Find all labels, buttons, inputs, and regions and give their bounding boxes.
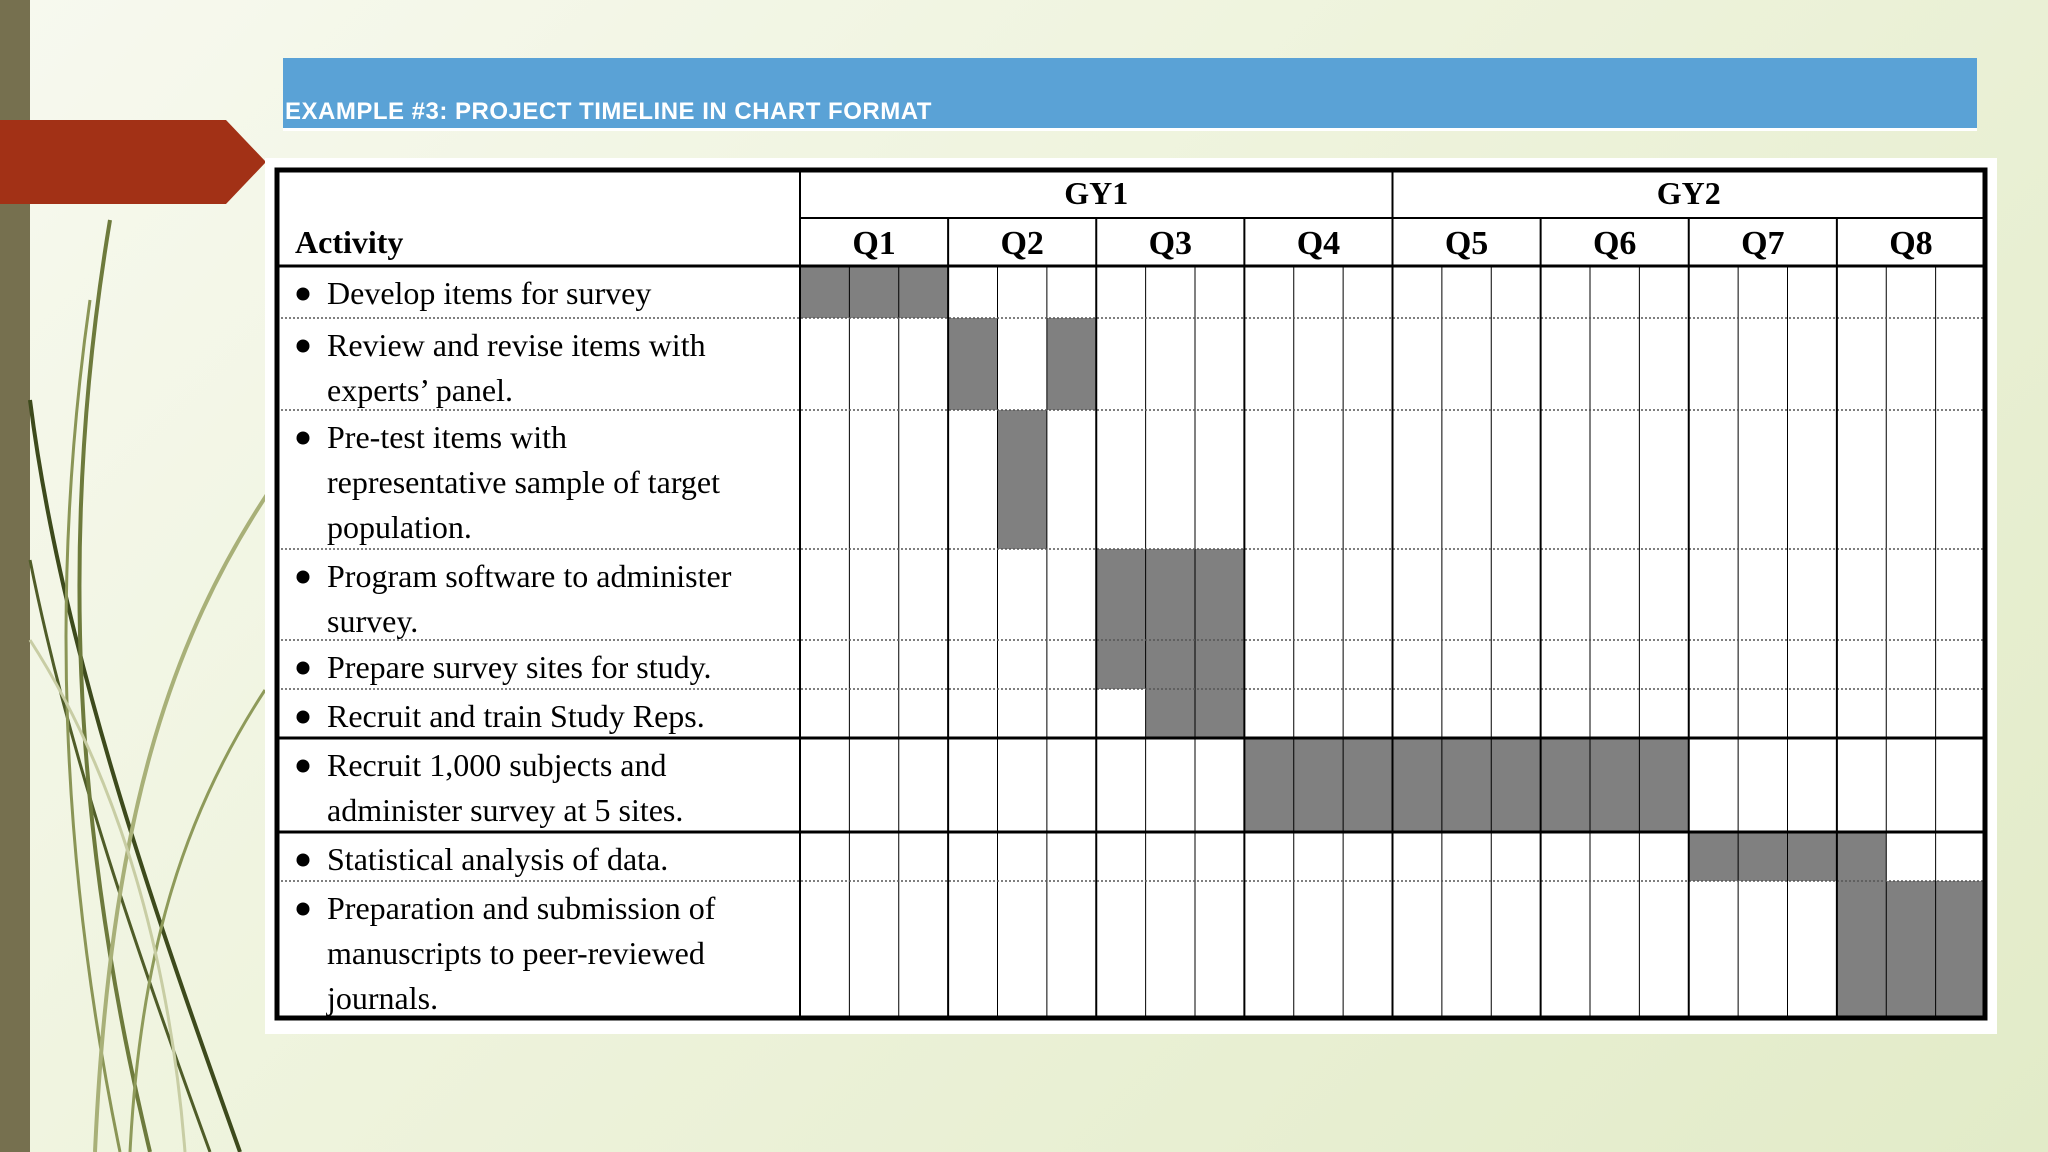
- filled-cell: [1393, 738, 1442, 832]
- activity-label: Pre-test items with: [327, 419, 567, 455]
- activity-label: Develop items for survey: [327, 275, 652, 311]
- filled-cell: [1738, 832, 1787, 881]
- filled-cell: [998, 410, 1047, 549]
- activity-label: Review and revise items with: [327, 327, 706, 363]
- activity-label: manuscripts to peer-reviewed: [327, 935, 705, 971]
- activity-label: journals.: [327, 980, 439, 1016]
- activity-label: experts’ panel.: [327, 372, 513, 408]
- filled-cell: [1096, 549, 1145, 640]
- activity-header: Activity: [295, 224, 404, 260]
- filled-cell: [1195, 640, 1244, 689]
- filled-cell: [1541, 738, 1590, 832]
- filled-cell: [948, 318, 997, 410]
- activity-label: Program software to administer: [327, 558, 732, 594]
- bullet: [297, 662, 310, 675]
- filled-cell: [1886, 881, 1935, 1018]
- filled-cell: [1047, 318, 1096, 410]
- filled-cell: [1837, 881, 1886, 1018]
- bullet: [297, 760, 310, 773]
- quarter-header: Q7: [1741, 225, 1785, 262]
- filled-cell: [1936, 881, 1985, 1018]
- activity-label: population.: [327, 509, 472, 545]
- filled-cell: [1294, 738, 1343, 832]
- slide-title: EXAMPLE #3: PROJECT TIMELINE IN CHART FORMAT: [285, 98, 932, 125]
- filled-cell: [1096, 640, 1145, 689]
- quarter-header: Q2: [1000, 225, 1044, 262]
- activity-label: survey.: [327, 603, 419, 639]
- activity-label: Prepare survey sites for study.: [327, 649, 712, 685]
- filled-cell: [1590, 738, 1639, 832]
- bullet: [297, 571, 310, 584]
- filled-cell: [1788, 832, 1837, 881]
- filled-cell: [1146, 549, 1195, 640]
- quarter-header: Q6: [1592, 225, 1637, 262]
- filled-cell: [1343, 738, 1392, 832]
- filled-cell: [1244, 738, 1293, 832]
- quarter-header: Q5: [1444, 225, 1489, 262]
- year-header: GY1: [1064, 175, 1129, 211]
- filled-cell: [1491, 738, 1540, 832]
- filled-cell: [1442, 738, 1491, 832]
- year-header: GY2: [1656, 175, 1721, 211]
- activity-label: Preparation and submission of: [327, 890, 716, 926]
- title-band: [283, 58, 1977, 131]
- filled-cell: [1146, 640, 1195, 689]
- timeline-chart-panel: [265, 158, 1997, 1034]
- activity-label: Recruit 1,000 subjects and: [327, 747, 667, 783]
- quarter-header: Q1: [852, 225, 896, 262]
- timeline-chart: [265, 158, 1997, 1034]
- quarter-header: Q3: [1148, 225, 1193, 262]
- bullet: [297, 711, 310, 724]
- bullet: [297, 903, 310, 916]
- activity-label: Recruit and train Study Reps.: [327, 698, 705, 734]
- activity-label: Statistical analysis of data.: [327, 841, 669, 877]
- bullet: [297, 432, 310, 445]
- quarter-header: Q8: [1889, 225, 1933, 262]
- filled-cell: [1195, 549, 1244, 640]
- quarter-header: Q4: [1296, 225, 1341, 262]
- bullet: [297, 340, 310, 353]
- filled-cell: [1195, 689, 1244, 738]
- filled-cell: [800, 266, 849, 318]
- filled-cell: [1146, 689, 1195, 738]
- filled-cell: [1837, 832, 1886, 881]
- filled-cell: [849, 266, 898, 318]
- activity-label: representative sample of target: [327, 464, 721, 500]
- filled-cell: [1689, 832, 1738, 881]
- filled-cell: [1639, 738, 1688, 832]
- bullet: [297, 288, 310, 301]
- filled-cell: [899, 266, 948, 318]
- arrow-tab: [0, 120, 266, 204]
- bullet: [297, 854, 310, 867]
- activity-label: administer survey at 5 sites.: [327, 792, 684, 828]
